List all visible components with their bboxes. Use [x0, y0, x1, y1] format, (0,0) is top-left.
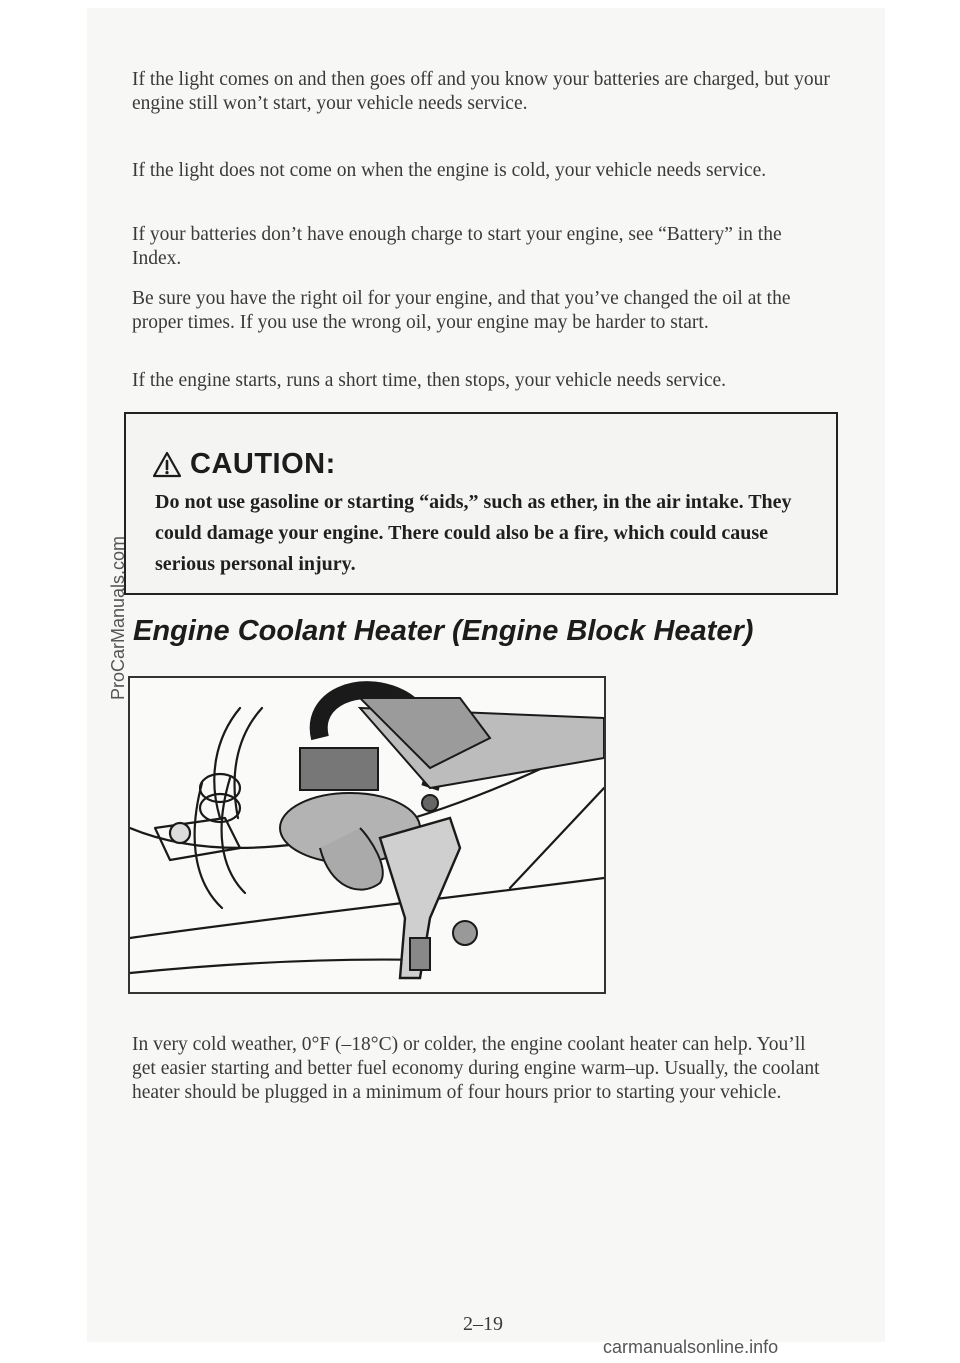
paragraph-battery-charge: If your batteries don’t have enough charge to start your engine, see “Battery” in the Index. — [132, 224, 782, 269]
paragraph-batteries-charged: If the light comes on and then goes off and you know your batteries are charged, but your engine still won’t start, your vehicle needs service. — [132, 69, 830, 114]
section-title: Engine Coolant Heater (Engine Block Heater) — [133, 615, 754, 647]
paragraph-right-oil: Be sure you have the right oil for your engine, and that you’ve changed the oil at the proper times. If you use the wrong oil, your engine may be harder to start. — [132, 288, 791, 333]
paragraph-light-not-on: If the light does not come on when the engine is cold, your vehicle needs service. — [132, 160, 767, 181]
caution-title: CAUTION: — [190, 448, 336, 480]
watermark-side: ProCarManuals.com — [108, 535, 128, 700]
caution-box — [124, 412, 838, 595]
paragraph-coolant-heater: In very cold weather, 0°F (–18°C) or colder, the engine coolant heater can help. You’ll get easier starting and better fuel economy during engine warm–up. Usually, the coolant heater should be plugged in a minimum of four hours prior to starting your vehicle. — [132, 1034, 820, 1103]
caution-text: Do not use gasoline or starting “aids,” such as ether, in the air intake. They could damage your engine. There could also be a fire, which could cause serious personal injury. — [155, 491, 792, 575]
watermark-bottom: carmanualsonline.info — [603, 1337, 779, 1357]
paragraph-engine-stops: If the engine starts, runs a short time, then stops, your vehicle needs service. — [132, 370, 727, 391]
caution-header — [152, 448, 336, 481]
page-number: 2–19 — [463, 1313, 503, 1335]
warning-triangle-icon — [152, 451, 182, 478]
engine-block-heater-illustration — [130, 678, 604, 992]
engine-block-heater-figure — [128, 676, 606, 994]
manual-page — [87, 8, 885, 1342]
